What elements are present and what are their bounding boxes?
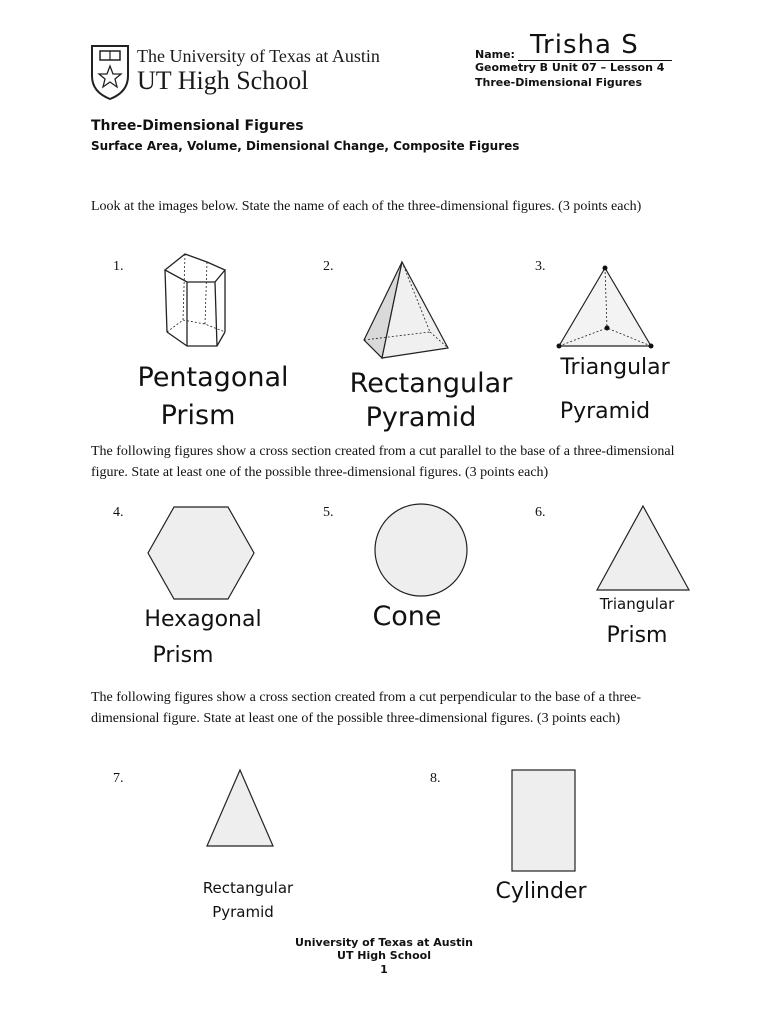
- answer-4-line-1: Hexagonal: [144, 607, 262, 632]
- section-2-instructions: The following figures show a cross section created from a cut parallel to the base of a three-dimensional figure. State at least one of the possible three-dimensional figures. (3 points each): [91, 444, 675, 480]
- question-number: 8.: [430, 771, 441, 786]
- question-number: 1.: [113, 259, 124, 274]
- answer-5: Cone: [372, 601, 442, 632]
- triangle-shape: [595, 504, 691, 592]
- page-title: Three-Dimensional Figures: [91, 118, 304, 134]
- footer-school: UT High School: [337, 949, 431, 962]
- circle-shape: [373, 502, 469, 598]
- ut-seal-icon: [90, 44, 130, 100]
- triangular-pyramid-drawing: [555, 262, 655, 354]
- section-3-instructions: The following figures show a cross section created from a cut perpendicular to the base of a three-dimensional figure. State at least one of the possible three-dimensional figures. (3 points each): [91, 690, 642, 726]
- rectangular-pyramid-drawing: [360, 258, 455, 363]
- answer-6-line-1: Triangular: [599, 595, 675, 613]
- answer-1-line-2: Prism: [160, 400, 236, 431]
- pentagonal-prism-drawing: [155, 248, 235, 353]
- answer-7-line-2: Pyramid: [212, 903, 274, 921]
- rectangle-shape: [511, 769, 577, 873]
- hexagon-shape: [146, 504, 256, 602]
- school-name: UT High School: [137, 66, 309, 95]
- answer-2-line-2: Pyramid: [365, 402, 477, 433]
- university-name: The University of Texas at Austin: [137, 46, 380, 66]
- question-number: 5.: [323, 505, 334, 520]
- section-1-instructions: Look at the images below. State the name of each of the three-dimensional figures. (3 points each): [91, 199, 642, 214]
- question-number: 7.: [113, 771, 124, 786]
- answer-3-line-1: Triangular: [560, 355, 670, 380]
- question-number: 6.: [535, 505, 546, 520]
- student-name: Trisha S: [530, 30, 639, 60]
- page-subtitle: Surface Area, Volume, Dimensional Change, Composite Figures: [91, 139, 520, 153]
- answer-8: Cylinder: [495, 879, 587, 904]
- footer-university: University of Texas at Austin: [295, 936, 473, 949]
- name-label: Name:: [475, 48, 515, 61]
- question-number: 3.: [535, 259, 546, 274]
- answer-6-line-2: Prism: [606, 623, 668, 648]
- answer-3-line-2: Pyramid: [559, 399, 651, 424]
- answer-1-line-1: Pentagonal: [137, 362, 289, 393]
- question-number: 2.: [323, 259, 334, 274]
- page-number: 1: [380, 963, 388, 976]
- course-label: Geometry B Unit 07 – Lesson 4: [475, 61, 665, 74]
- isosceles-triangle-shape: [205, 768, 275, 848]
- question-number: 4.: [113, 505, 124, 520]
- answer-4-line-2: Prism: [152, 643, 214, 668]
- answer-7-line-1: Rectangular: [202, 879, 294, 897]
- answer-2-line-1: Rectangular: [349, 368, 513, 399]
- lesson-title: Three-Dimensional Figures: [475, 76, 643, 89]
